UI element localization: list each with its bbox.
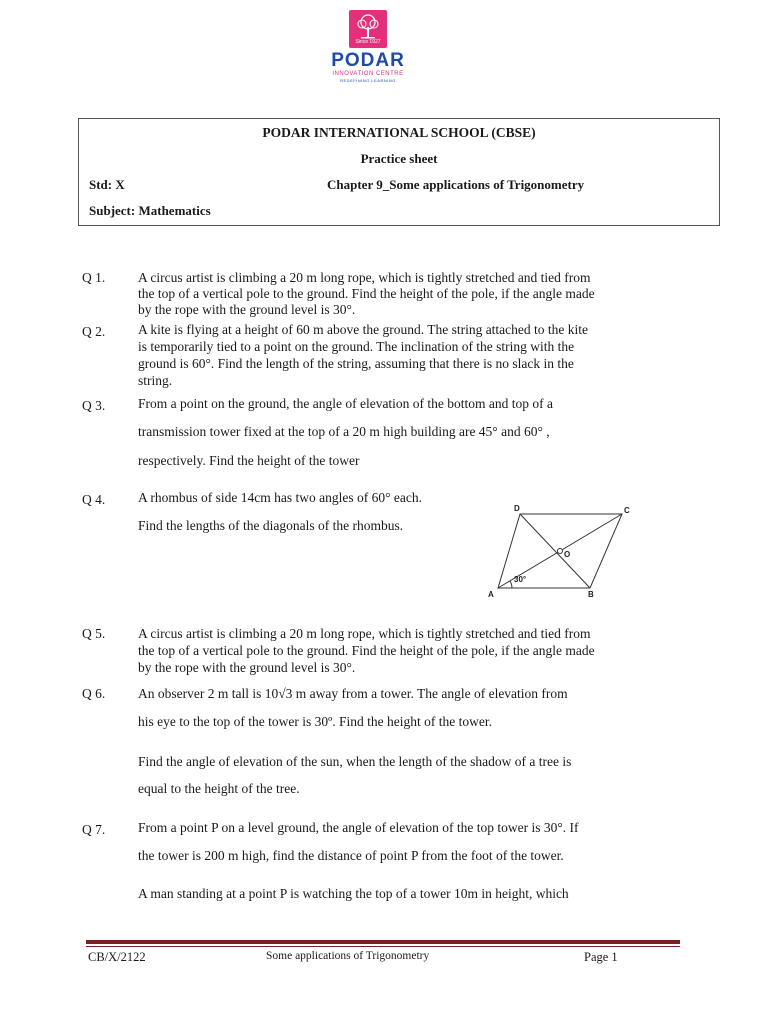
school-logo xyxy=(318,10,418,92)
question-number-4: Q 4. xyxy=(82,492,106,507)
header-box xyxy=(78,118,720,226)
question-3-line: From a point on the ground, the angle of elevation of the bottom and top of a xyxy=(138,396,554,411)
question-number-5: Q 5. xyxy=(82,626,106,641)
question-1-line: by the rope with the ground level is 30°. xyxy=(138,302,356,317)
question-number-2: Q 2. xyxy=(82,324,106,339)
question-number-6: Q 6. xyxy=(82,686,106,701)
question-2-line: is temporarily tied to a point on the ground. The inclination of the string with the xyxy=(138,339,575,354)
footer-code: CB/X/2122 xyxy=(88,950,146,964)
logo-subtitle: INNOVATION CENTRE xyxy=(332,71,404,77)
question-6-line: An observer 2 m tall is 10√3 m away from a tower. The angle of elevation from xyxy=(138,686,568,701)
diagonal-bd xyxy=(520,514,590,588)
rhombus-diagram xyxy=(480,500,640,600)
question-6-line: equal to the height of the tree. xyxy=(138,781,300,796)
question-number-3: Q 3. xyxy=(82,398,106,413)
logo-since: Since 1927 xyxy=(355,39,381,45)
center-o-label: O xyxy=(564,550,571,559)
question-4-line: Find the lengths of the diagonals of the rhombus. xyxy=(138,518,404,533)
sheet-title: Practice sheet xyxy=(360,151,438,166)
question-1-line: A circus artist is climbing a 20 m long rope, which is tightly stretched and tied from xyxy=(138,270,591,285)
question-5-line: A circus artist is climbing a 20 m long rope, which is tightly stretched and tied from xyxy=(138,626,591,641)
center-point xyxy=(558,549,563,554)
question-3-line: respectively. Find the height of the tower xyxy=(138,453,360,468)
footer-title: Some applications of Trigonometry xyxy=(266,950,430,962)
question-5-line: by the rope with the ground level is 30°. xyxy=(138,660,356,675)
chapter-title: Chapter 9_Some applications of Trigonometry xyxy=(327,177,585,192)
question-2-line: A kite is flying at a height of 60 m above the ground. The string attached to the kite xyxy=(138,322,589,337)
angle-label: 30° xyxy=(514,575,527,584)
logo-tagline: REDEFINING LEARNING xyxy=(340,78,396,83)
footer-rule-thin xyxy=(86,946,680,947)
question-3-line: transmission tower fixed at the top of a 20 m high building are 45° and 60° , xyxy=(138,424,550,439)
question-5-line: the top of a vertical pole to the ground. Find the height of the pole, if the angle made xyxy=(138,643,595,658)
question-6-line: Find the angle of elevation of the sun, when the length of the shadow of a tree is xyxy=(138,754,572,769)
vertex-d-label: D xyxy=(514,504,520,513)
question-1-line: the top of a vertical pole to the ground. Find the height of the pole, if the angle made xyxy=(138,286,595,301)
logo-name: PODAR xyxy=(331,50,405,71)
question-7-line: the tower is 200 m high, find the distance of point P from the foot of the tower. xyxy=(138,848,564,863)
std-label: Std: X xyxy=(89,177,125,192)
tree-icon xyxy=(349,10,387,48)
vertex-b-label: B xyxy=(588,590,594,599)
question-number-1: Q 1. xyxy=(82,270,106,285)
school-name: PODAR INTERNATIONAL SCHOOL (CBSE) xyxy=(262,125,536,140)
question-4-line: A rhombus of side 14cm has two angles of 60° each. xyxy=(138,490,422,505)
question-2-line: ground is 60°. Find the length of the string, assuming that there is no slack in the xyxy=(138,356,574,371)
question-7-line: A man standing at a point P is watching the top of a tower 10m in height, which xyxy=(138,886,569,901)
question-6-line: his eye to the top of the tower is 30º. Find the height of the tower. xyxy=(138,714,492,729)
vertex-a-label: A xyxy=(488,590,494,599)
angle-arc xyxy=(510,581,512,588)
question-2-line: string. xyxy=(138,373,173,388)
footer-rule xyxy=(86,940,680,944)
question-number-7: Q 7. xyxy=(82,822,106,837)
subject-label: Subject: Mathematics xyxy=(89,203,211,218)
footer-page: Page 1 xyxy=(584,950,618,964)
vertex-c-label: C xyxy=(624,506,630,515)
question-7-line: From a point P on a level ground, the angle of elevation of the top tower is 30°. If xyxy=(138,820,579,835)
